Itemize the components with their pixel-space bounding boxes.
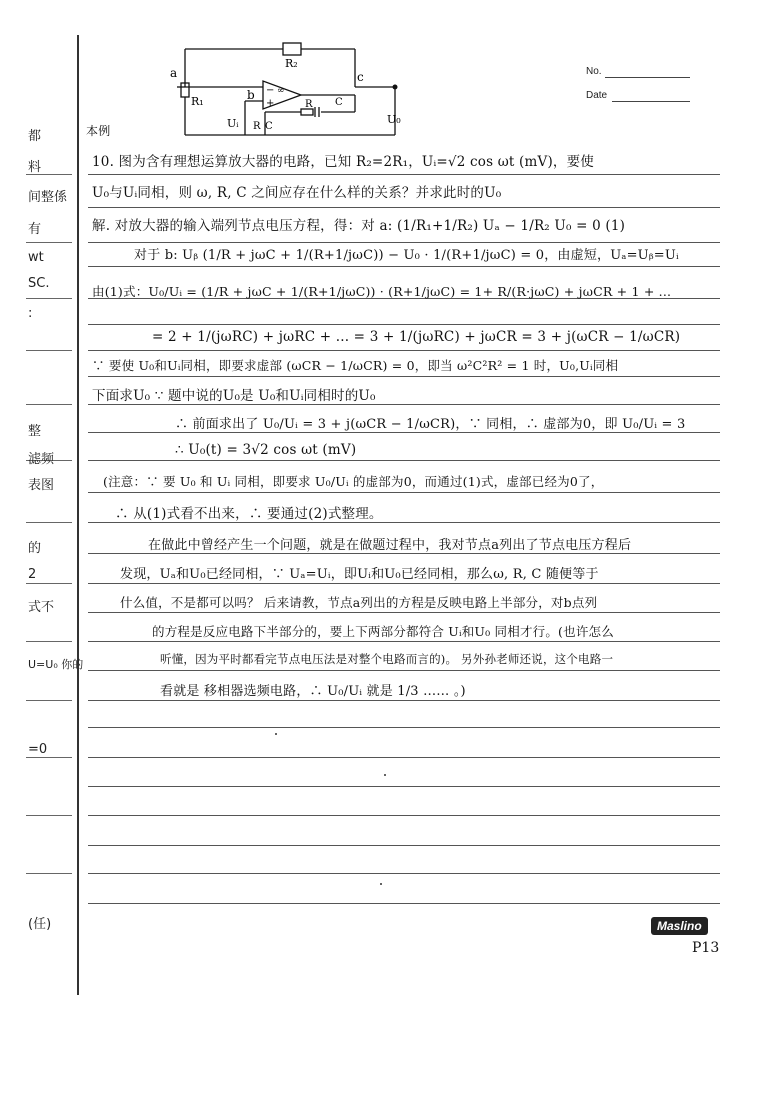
r2-label: R₂: [285, 57, 298, 70]
text-line: 发现，Uₐ和U₀已经同相，∵ Uₐ=Uᵢ，即Uᵢ和U₀已经同相，那么ω, R, C 随便等于: [120, 567, 599, 582]
margin-note: U=U₀ 你的: [28, 658, 84, 671]
margin-note: 有: [28, 222, 42, 237]
plus-sign: +: [266, 98, 275, 109]
text-line: U₀与Uᵢ同相，则 ω, R, C 之间应存在什么样的关系？并求此时的U₀: [92, 185, 502, 201]
infinity-sign: ∞: [277, 86, 285, 96]
ruled-line: [88, 700, 720, 701]
c-label: C: [335, 97, 343, 108]
text-line: 的方程是反应电路下半部分的，要上下两部分都符合 Uᵢ和U₀ 同相才行。(也许怎么: [152, 624, 614, 639]
ruled-line: [88, 207, 720, 208]
ruled-line: [88, 266, 720, 267]
text-line: ∴ 从(1)式看不出来，∴ 要通过(2)式整理。: [115, 506, 383, 522]
margin-rule: [26, 873, 72, 874]
ruled-line: [88, 376, 720, 377]
r-label: R: [305, 99, 313, 110]
ruled-line: [88, 670, 720, 671]
margin-line: [77, 35, 79, 995]
margin-rule: [26, 641, 72, 642]
margin-note: SC.: [28, 276, 50, 291]
margin-rule: [26, 242, 72, 243]
r1-label: R₁: [191, 95, 204, 108]
margin-note: 滤频: [28, 452, 55, 467]
ruled-line: [88, 612, 720, 613]
text-line: ∴ 前面求出了 U₀/Uᵢ = 3 + j(ωCR − 1/ωCR)，∵ 同相，∴ 虚部为0，即 U₀/Uᵢ = 3: [175, 417, 686, 432]
ruled-line: [88, 873, 720, 874]
text-line: = 2 + 1/(jωRC) + jωRC + ... = 3 + 1/(jωRC) + jωCR = 3 + j(ωCR − 1/ωCR): [152, 329, 681, 345]
text-line: (注意：∵ 要 U₀ 和 Uᵢ 同相，即要求 U₀/Uᵢ 的虚部为0，而通过(1)式，虚部已经为0了，: [103, 474, 604, 489]
margin-note: 表图: [28, 478, 55, 493]
ruled-line: [88, 350, 720, 351]
ruled-line: [88, 815, 720, 816]
ruled-line: [88, 903, 720, 904]
text-line: 解. 对放大器的输入端列节点电压方程，得：对 a: (1/R₁+1/R₂) Uₐ − 1/R₂ U₀ = 0 (1): [92, 218, 626, 234]
minus-sign: −: [266, 85, 275, 96]
ruled-line: [88, 641, 720, 642]
date-label: Date: [586, 90, 608, 101]
no-label: No.: [586, 66, 602, 77]
margin-note: wt: [28, 250, 44, 265]
no-underline: [605, 77, 690, 78]
margin-note: 的: [28, 541, 42, 556]
scan-speck: [275, 733, 277, 735]
c2-label: C: [265, 121, 273, 132]
ruled-line: [88, 432, 720, 433]
ui-label: Uᵢ: [227, 117, 239, 130]
ruled-line: [88, 522, 720, 523]
margin-rule: [26, 522, 72, 523]
problem-marker: 本例: [86, 124, 111, 138]
margin-rule: [26, 583, 72, 584]
margin-note: 都: [28, 129, 42, 144]
ruled-line: [88, 324, 720, 325]
margin-note: 2: [28, 567, 37, 582]
ruled-line: [88, 583, 720, 584]
date-underline: [612, 101, 690, 102]
ruled-line: [88, 845, 720, 846]
r-small-label: R: [253, 121, 261, 132]
brand-logo: Maslino: [651, 917, 708, 935]
ruled-line: [88, 786, 720, 787]
node-a-label: a: [170, 66, 178, 80]
node-b-label: b: [247, 88, 255, 102]
margin-note: 式不: [28, 600, 55, 615]
margin-rule: [26, 757, 72, 758]
text-line: 下面求U₀ ∵ 题中说的U₀是 U₀和Uᵢ同相时的U₀: [92, 388, 376, 404]
ruled-line: [88, 757, 720, 758]
ruled-line: [88, 174, 720, 175]
scan-speck: [380, 883, 382, 885]
margin-note: =0: [28, 742, 48, 757]
ruled-line: [88, 727, 720, 728]
margin-note: 整: [28, 424, 42, 439]
ruled-line: [88, 492, 720, 493]
text-line: 看就是 移相器选频电路，∴ U₀/Uᵢ 就是 1/3 …… 。): [160, 684, 466, 699]
margin-rule: [26, 350, 72, 351]
margin-rule: [26, 298, 72, 299]
text-line: ∵ 要使 U₀和Uᵢ同相，即要求虚部 (ωCR − 1/ωCR) = 0，即当 ω²C²R² = 1 时，U₀,Uᵢ同相: [92, 358, 619, 373]
circuit-diagram: [165, 35, 405, 145]
uo-label: U₀: [387, 113, 401, 126]
margin-note: :: [28, 306, 33, 321]
ruled-line: [88, 460, 720, 461]
text-line: 听懂，因为平时都看完节点电压法是对整个电路而言的)。 另外孙老师还说，这个电路一: [160, 652, 614, 666]
text-line: 10. 图为含有理想运算放大器的电路，已知 R₂=2R₁，Uᵢ=√2 cos ωt (mV)，要使: [92, 154, 595, 170]
ruled-line: [88, 404, 720, 405]
text-line: 由(1)式：U₀/Uᵢ = (1/R + jωC + 1/(R+1/jωC)) · (R+1/jωC) = 1+ R/(R·jωC) + jωCR + 1 + ...: [92, 284, 672, 299]
ruled-line: [88, 553, 720, 554]
margin-rule: [26, 815, 72, 816]
ruled-line: [88, 242, 720, 243]
node-c-label: c: [357, 70, 364, 84]
margin-note: (任): [28, 917, 52, 932]
text-line: ∴ U₀(t) = 3√2 cos ωt (mV): [175, 442, 357, 458]
page-number: P13: [692, 940, 720, 956]
margin-rule: [26, 700, 72, 701]
scan-speck: [384, 774, 386, 776]
text-line: 什么值，不是都可以吗？ 后来请教，节点a列出的方程是反映电路上半部分，对b点列: [120, 595, 598, 610]
margin-note: 料: [28, 160, 42, 175]
text-line: 在做此中曾经产生一个问题，就是在做题过程中，我对节点a列出了节点电压方程后: [148, 538, 632, 553]
margin-note: 间整係: [28, 190, 68, 205]
text-line: 对于 b: Uᵦ (1/R + jωC + 1/(R+1/jωC)) − U₀ · 1/(R+1/jωC) = 0，由虚短，Uₐ=Uᵦ=Uᵢ: [134, 248, 679, 263]
margin-rule: [26, 404, 72, 405]
